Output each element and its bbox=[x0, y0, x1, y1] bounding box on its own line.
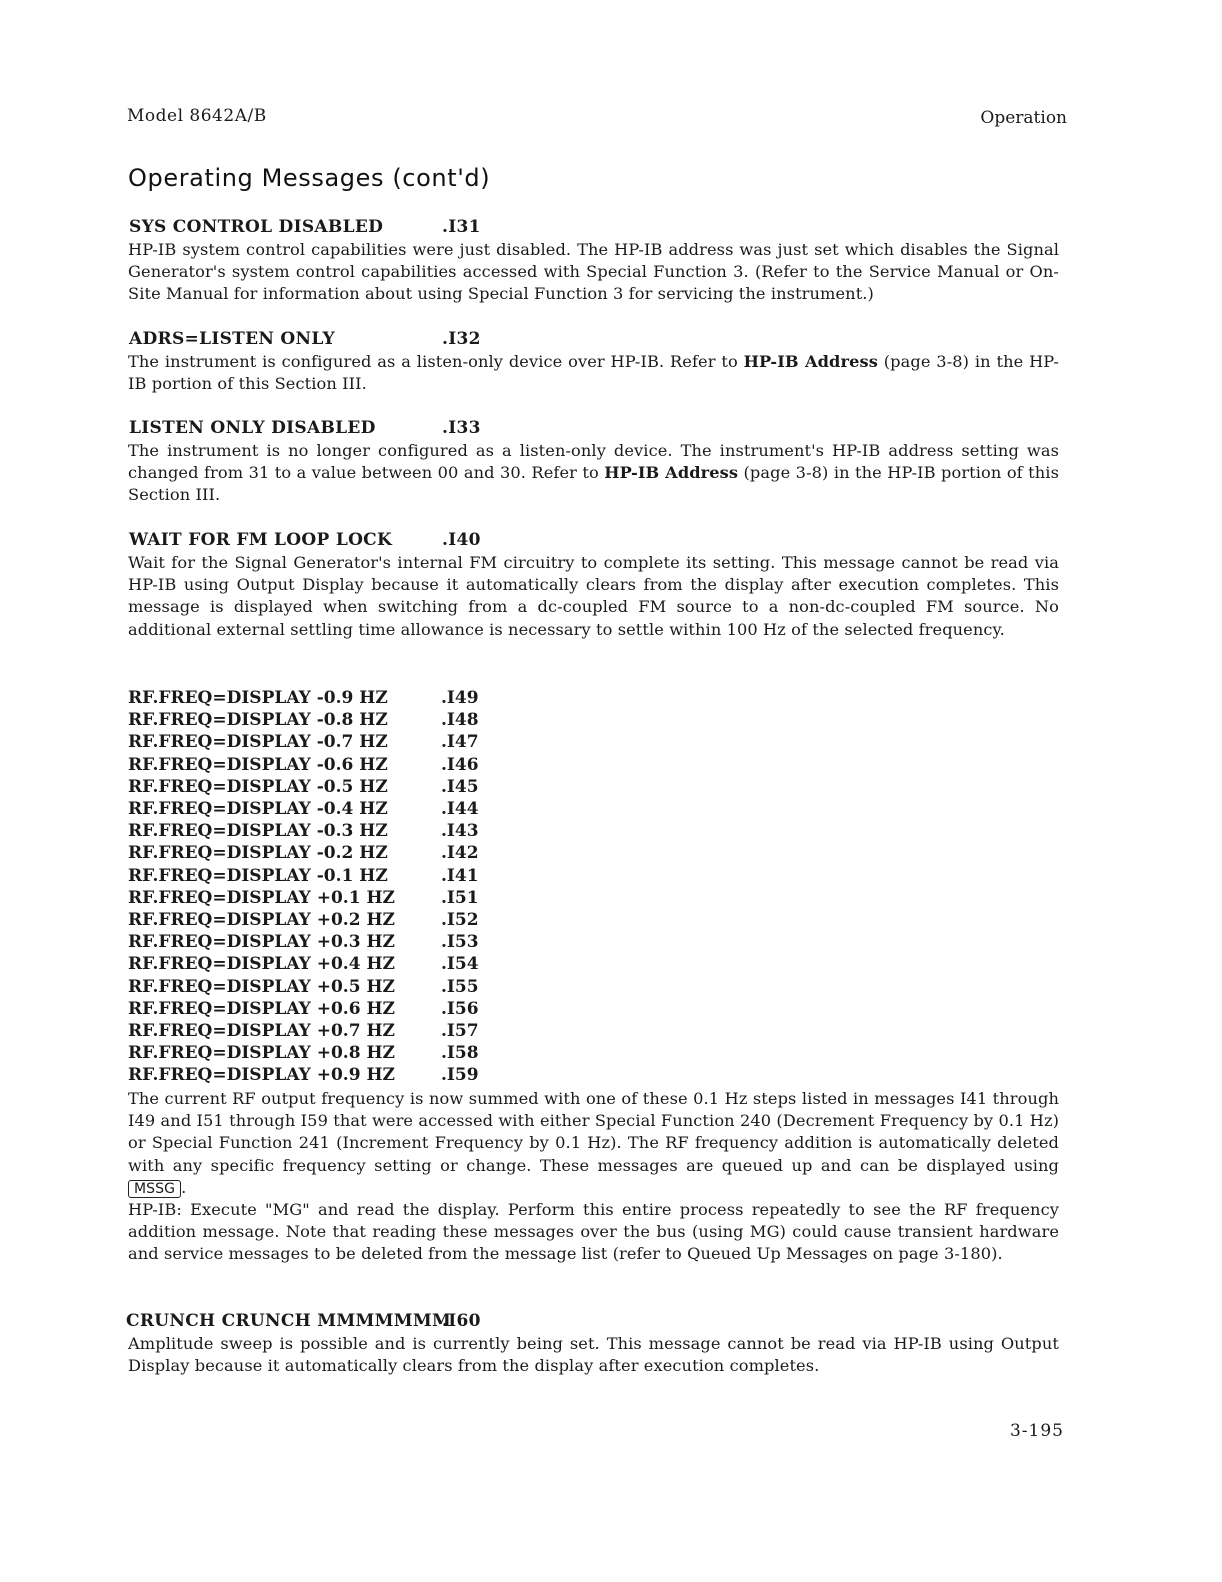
rf-code: .I51 bbox=[441, 887, 479, 908]
body-text: The instrument is configured as a listen-only device over HP-IB. Refer to bbox=[128, 352, 744, 371]
message-heading-i31 bbox=[129, 217, 481, 237]
rf-label: RF.FREQ=DISPLAY +0.5 HZ bbox=[128, 976, 395, 997]
rf-code: .I41 bbox=[441, 865, 479, 886]
body-text: (page 3-8) in the HP-IB portion of this Section III. bbox=[128, 352, 1059, 394]
rf-label: RF.FREQ=DISPLAY -0.1 HZ bbox=[128, 865, 388, 886]
rf-code: .I44 bbox=[441, 799, 479, 819]
body-text: . bbox=[181, 1177, 187, 1197]
message-body-i40: Wait for the Signal Generator's internal FM circuitry to complete its setting. This message cannot be read via HP-IB using Output Display because it automatically clears from the display after execution completes. This message is displayed when switching from a dc-coupled FM source to a non-dc-coupled FM source. No additional external settling time allowance is necessary to settle within 100 Hz of the selected frequency. bbox=[128, 553, 1059, 639]
message-heading-label: WAIT FOR FM LOOP LOCK bbox=[129, 530, 393, 550]
rf-code: .I45 bbox=[441, 776, 479, 797]
hpib-address-reference: HP-IB Address bbox=[604, 463, 739, 483]
message-code: .I40 bbox=[442, 530, 481, 550]
message-code: .I60 bbox=[442, 1311, 481, 1331]
rf-messages-hpib-note: HP-IB: Execute "MG" and read the display. Perform this entire process repeatedly to see the RF frequency addition message. Note that reading these messages over the bus (using MG) could cause transient hardware and service messages to be deleted from the message list (refer to Queued Up Messages on page 3-180). bbox=[128, 1200, 1059, 1264]
header-model: Model 8642A/B bbox=[127, 106, 267, 126]
message-heading-label: ADRS=LISTEN ONLY bbox=[129, 329, 335, 349]
header-section: Operation bbox=[980, 108, 1067, 128]
message-heading-label: LISTEN ONLY DISABLED bbox=[129, 418, 376, 438]
rf-label: RF.FREQ=DISPLAY -0.8 HZ bbox=[128, 710, 388, 731]
rf-label: RF.FREQ=DISPLAY +0.9 HZ bbox=[128, 1065, 395, 1086]
message-heading-i33 bbox=[129, 418, 481, 438]
rf-code: .I43 bbox=[441, 821, 479, 842]
rf-label: RF.FREQ=DISPLAY +0.8 HZ bbox=[128, 1043, 395, 1064]
rf-label: RF.FREQ=DISPLAY +0.4 HZ bbox=[128, 954, 395, 975]
rf-label: RF.FREQ=DISPLAY -0.2 HZ bbox=[128, 843, 388, 864]
rf-code: .I55 bbox=[441, 976, 479, 997]
rf-code: .I59 bbox=[441, 1065, 479, 1086]
hpib-address-reference: HP-IB Address bbox=[743, 352, 878, 371]
message-heading-i60 bbox=[126, 1311, 481, 1331]
message-heading-i32 bbox=[129, 329, 481, 349]
message-heading-i40 bbox=[129, 530, 481, 550]
message-heading-label: SYS CONTROL DISABLED bbox=[129, 217, 384, 237]
rf-code: .I58 bbox=[441, 1043, 479, 1064]
message-code: .I32 bbox=[442, 329, 481, 349]
message-body-i33 bbox=[128, 440, 1059, 507]
mssg-key: MSSG bbox=[128, 1180, 181, 1198]
rf-code: .I57 bbox=[441, 1021, 479, 1041]
rf-label: RF.FREQ=DISPLAY -0.3 HZ bbox=[128, 821, 388, 842]
body-text: The current RF output frequency is now summed with one of these 0.1 Hz steps listed in messages I41 through I49 and I51 through I59 that were accessed with either Special Function 240 (Decrement Frequency by 0.1 Hz) or Special Function 241 (Increment Frequency by 0.1 Hz). The RF frequency addition is automatically deleted with any specific frequency setting or change. These messages are queued up and can be displayed using bbox=[128, 1089, 1059, 1175]
rf-label: RF.FREQ=DISPLAY +0.3 HZ bbox=[128, 932, 395, 953]
rf-label: RF.FREQ=DISPLAY -0.5 HZ bbox=[128, 776, 388, 797]
rf-code: .I47 bbox=[441, 732, 479, 753]
rf-code: .I49 bbox=[441, 688, 479, 708]
rf-code: .I42 bbox=[441, 843, 479, 864]
rf-label: RF.FREQ=DISPLAY +0.6 HZ bbox=[128, 998, 395, 1019]
rf-label: RF.FREQ=DISPLAY +0.7 HZ bbox=[128, 1021, 395, 1041]
message-code: .I33 bbox=[442, 418, 481, 438]
rf-label: RF.FREQ=DISPLAY -0.7 HZ bbox=[128, 732, 388, 753]
message-body-i60: Amplitude sweep is possible and is currently being set. This message cannot be read via HP-IB using Output Display because it automatically clears from the display after execution completes. bbox=[128, 1334, 1059, 1376]
rf-code: .I54 bbox=[441, 954, 479, 975]
rf-code: .I52 bbox=[441, 910, 479, 930]
rf-code: .I53 bbox=[441, 932, 479, 953]
message-body-i31: HP-IB system control capabilities were just disabled. The HP-IB address was just set which disables the Signal Generator's system control capabilities accessed with Special Function 3. (Refer to the Service Manual or On-Site Manual for information about using Special Function 3 for servicing the instrument.) bbox=[128, 240, 1059, 304]
rf-code: .I46 bbox=[441, 754, 479, 775]
rf-label: RF.FREQ=DISPLAY -0.9 HZ bbox=[128, 688, 388, 708]
rf-messages-description bbox=[128, 1088, 1059, 1199]
page-number: 3-195 bbox=[1009, 1421, 1064, 1441]
rf-code: .I56 bbox=[441, 998, 479, 1019]
body-text: The instrument is no longer configured as a listen-only device. The instrument's HP-IB address setting was changed from 31 to a value between 00 and 30. Refer to bbox=[128, 441, 1059, 483]
rf-label: RF.FREQ=DISPLAY -0.6 HZ bbox=[128, 754, 388, 775]
rf-label: RF.FREQ=DISPLAY -0.4 HZ bbox=[128, 799, 388, 819]
message-body-i32 bbox=[128, 351, 1059, 395]
rf-label: RF.FREQ=DISPLAY +0.2 HZ bbox=[128, 910, 395, 930]
message-heading-label: CRUNCH CRUNCH MMMMMMM bbox=[126, 1311, 452, 1331]
page-title: Operating Messages (cont'd) bbox=[128, 164, 491, 192]
rf-label: RF.FREQ=DISPLAY +0.1 HZ bbox=[128, 887, 395, 908]
message-code: .I31 bbox=[442, 217, 481, 237]
body-text: (page 3-8) in the HP-IB portion of this Section III. bbox=[128, 463, 1059, 505]
rf-code: .I48 bbox=[441, 710, 479, 731]
